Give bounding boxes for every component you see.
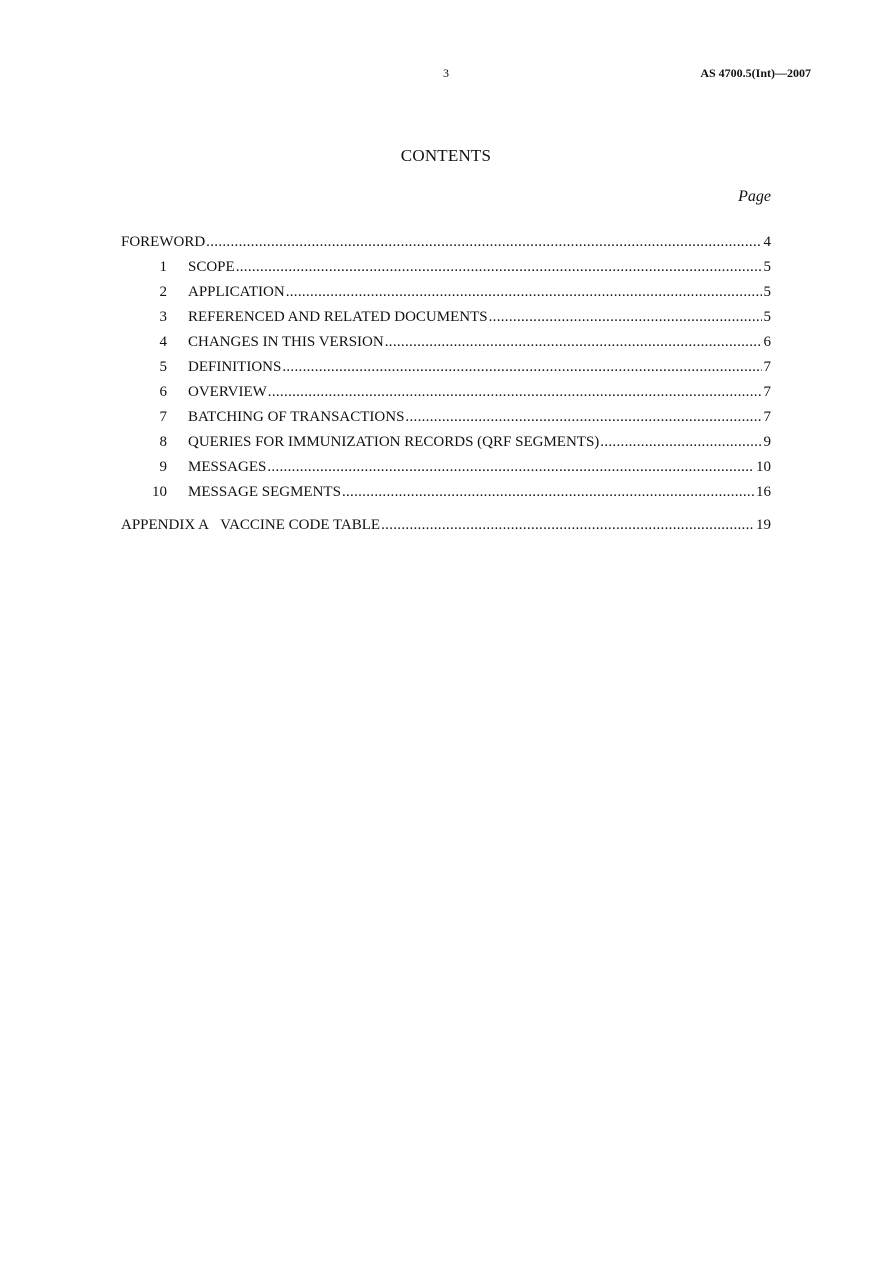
- toc-entry-label: CHANGES IN THIS VERSION: [188, 334, 384, 350]
- dot-leader: [385, 332, 762, 353]
- toc-entry-page: 7: [763, 384, 771, 400]
- toc-entry-message-segments[interactable]: [121, 478, 771, 503]
- dot-leader: [381, 515, 754, 536]
- toc-entry-page: 10: [756, 459, 771, 475]
- toc-entry-label: OVERVIEW: [188, 384, 267, 400]
- dot-leader: [282, 357, 761, 378]
- toc-entry-application[interactable]: [121, 278, 771, 303]
- toc-entry-overview[interactable]: [121, 378, 771, 403]
- dot-leader: [268, 382, 762, 403]
- toc-entry-number: 5: [159, 359, 167, 375]
- dot-leader: [405, 407, 761, 428]
- toc-entry-queries[interactable]: [121, 428, 771, 453]
- toc-entry-page: 7: [763, 409, 771, 425]
- toc-entry-number: 8: [159, 434, 167, 450]
- contents-title: CONTENTS: [400, 146, 492, 165]
- toc-entry-label: QUERIES FOR IMMUNIZATION RECORDS (QRF SEGMENTS): [188, 434, 600, 450]
- toc-entry-foreword[interactable]: [121, 228, 771, 253]
- toc-entry-number: 10: [152, 484, 167, 500]
- toc-entry-changes[interactable]: [121, 328, 771, 353]
- standard-identifier: AS 4700.5(Int)—2007: [700, 66, 811, 80]
- toc-entry-batching[interactable]: [121, 403, 771, 428]
- toc-entry-page: 5: [763, 309, 771, 325]
- toc-entry-messages[interactable]: [121, 453, 771, 478]
- dot-leader: [286, 282, 762, 303]
- toc-entry-label: MESSAGE SEGMENTS: [188, 484, 341, 500]
- toc-entry-number: 7: [159, 409, 167, 425]
- toc-entry-number: 4: [159, 334, 167, 350]
- toc-entry-page: 5: [763, 259, 771, 275]
- dot-leader: [236, 257, 762, 278]
- page-number: 3: [443, 66, 449, 80]
- toc-entry-number: 6: [159, 384, 167, 400]
- toc-entry-label: FOREWORD: [121, 234, 206, 250]
- toc-entry-appendix-a[interactable]: [121, 511, 771, 536]
- table-of-contents: [121, 228, 771, 536]
- toc-entry-label: REFERENCED AND RELATED DOCUMENTS: [188, 309, 488, 325]
- toc-entry-label: BATCHING OF TRANSACTIONS: [188, 409, 405, 425]
- toc-entry-label: APPLICATION: [188, 284, 285, 300]
- dot-leader: [342, 482, 754, 503]
- toc-entry-label: SCOPE: [188, 259, 235, 275]
- toc-entry-referenced-documents[interactable]: [121, 303, 771, 328]
- toc-entry-page: 7: [763, 359, 771, 375]
- toc-entry-label: MESSAGES: [188, 459, 267, 475]
- toc-entry-definitions[interactable]: [121, 353, 771, 378]
- page-column-heading: Page: [738, 188, 771, 205]
- toc-entry-number: 2: [159, 284, 167, 300]
- toc-entry-label: DEFINITIONS: [188, 359, 282, 375]
- dot-leader: [600, 432, 761, 453]
- toc-entry-page: 19: [756, 517, 771, 533]
- toc-entry-page: 6: [763, 334, 771, 350]
- toc-entry-page: 16: [756, 484, 771, 500]
- toc-entry-number: 1: [159, 259, 167, 275]
- dot-leader: [267, 457, 754, 478]
- toc-entry-page: 5: [763, 284, 771, 300]
- toc-entry-label: APPENDIX A VACCINE CODE TABLE: [121, 517, 381, 533]
- toc-entry-page: 4: [763, 234, 771, 250]
- toc-entry-number: 9: [159, 459, 167, 475]
- dot-leader: [206, 232, 761, 253]
- toc-entry-number: 3: [159, 309, 167, 325]
- dot-leader: [489, 307, 762, 328]
- toc-entry-page: 9: [763, 434, 771, 450]
- toc-entry-scope[interactable]: [121, 253, 771, 278]
